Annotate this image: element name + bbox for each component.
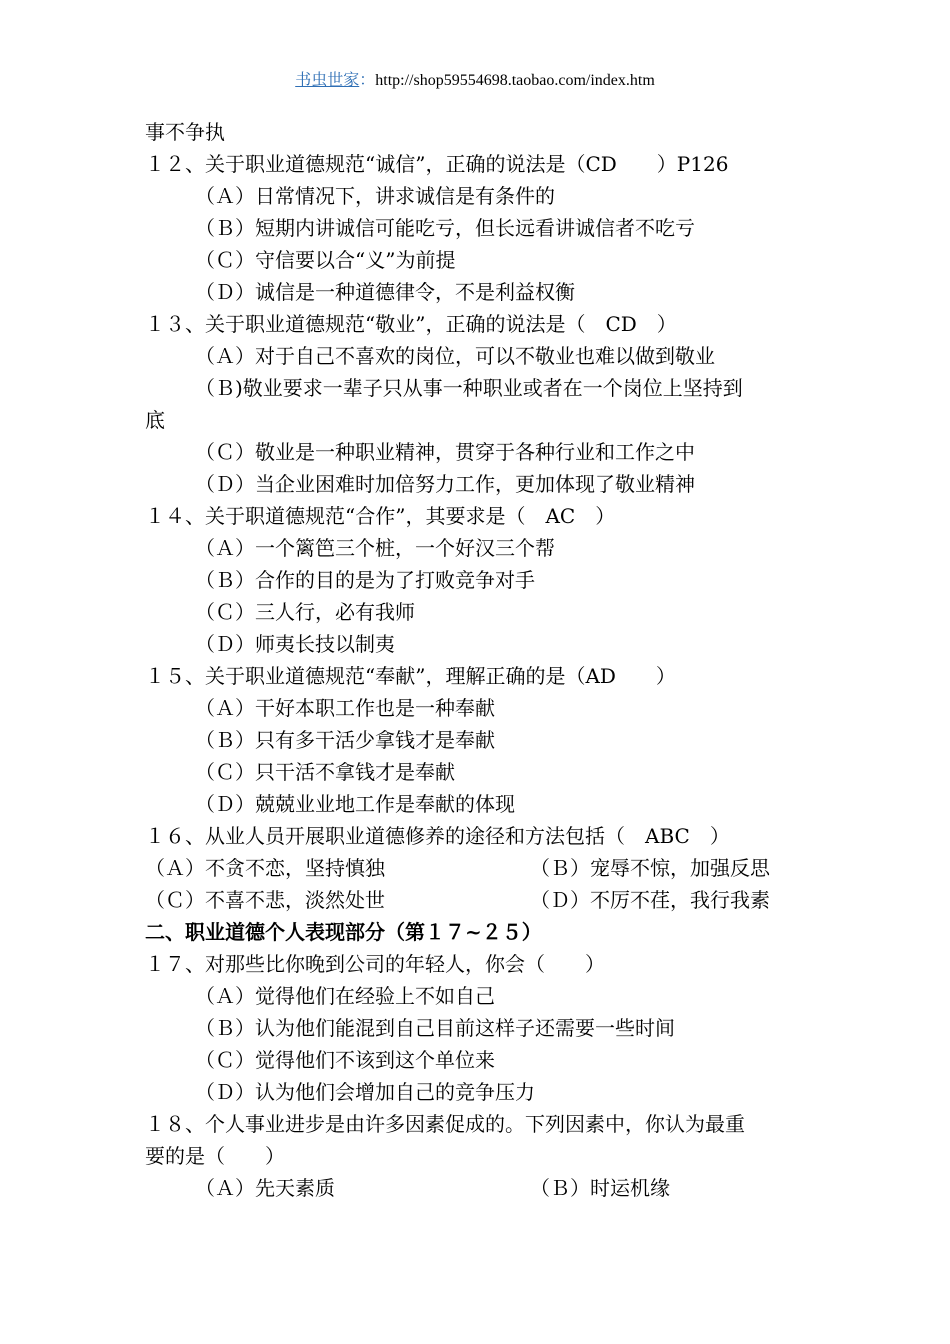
section-heading-2: 二、职业道德个人表现部分（第１７~２５） (145, 920, 542, 944)
option-16a: （Ａ）不贪不恋，坚持慎独 (145, 856, 385, 880)
option-14c: （Ｃ）三人行，必有我师 (195, 600, 415, 624)
option-13a: （Ａ）对于自己不喜欢的岗位，可以不敬业也难以做到敬业 (195, 344, 715, 368)
option-12c: （Ｃ）守信要以合“义”为前提 (195, 248, 456, 272)
option-15c: （Ｃ）只干活不拿钱才是奉献 (195, 760, 455, 784)
option-15a: （Ａ）干好本职工作也是一种奉献 (195, 696, 495, 720)
option-16d: （Ｄ）不厉不荏，我行我素 (530, 888, 770, 912)
text-line: 事不争执 (145, 120, 225, 144)
option-14d: （Ｄ）师夷长技以制夷 (195, 632, 395, 656)
option-15b: （Ｂ）只有多干活少拿钱才是奉献 (195, 728, 495, 752)
option-17b: （Ｂ）认为他们能混到自己目前这样子还需要一些时间 (195, 1016, 675, 1040)
question-15: １５、关于职业道德规范“奉献”，理解正确的是（AD ） (145, 664, 676, 688)
option-13b-continued: 底 (145, 408, 165, 432)
option-14b: （Ｂ）合作的目的是为了打败竞争对手 (195, 568, 535, 592)
option-15d: （Ｄ）兢兢业业地工作是奉献的体现 (195, 792, 515, 816)
option-14a: （Ａ）一个篱笆三个桩，一个好汉三个帮 (195, 536, 555, 560)
option-16c: （Ｃ）不喜不悲，淡然处世 (145, 888, 385, 912)
question-13: １３、关于职业道德规范“敬业”，正确的说法是（ CD ） (145, 312, 677, 336)
option-12a: （Ａ）日常情况下，讲求诚信是有条件的 (195, 184, 555, 208)
option-16b: （Ｂ）宠辱不惊，加强反思 (530, 856, 770, 880)
question-18-continued: 要的是（ ） (145, 1144, 285, 1168)
site-name-link[interactable]: 书虫世家 (295, 72, 360, 89)
question-18: １８、个人事业进步是由许多因素促成的。下列因素中，你认为最重 (145, 1112, 745, 1136)
header-separator: ： (359, 72, 376, 89)
question-17: １７、对那些比你晚到公司的年轻人，你会（ ） (145, 952, 605, 976)
option-17a: （Ａ）觉得他们在经验上不如自己 (195, 984, 495, 1008)
option-13d: （Ｄ）当企业困难时加倍努力工作，更加体现了敬业精神 (195, 472, 695, 496)
option-13b: （Ｂ)敬业要求一辈子只从事一种职业或者在一个岗位上坚持到 (195, 376, 743, 400)
header-url: http://shop59554698.taobao.com/index.htm (375, 72, 655, 89)
options-16-row2 (145, 884, 825, 916)
option-18a: （Ａ）先天素质 (195, 1176, 335, 1200)
option-12b: （Ｂ）短期内讲诚信可能吃亏，但长远看讲诚信者不吃亏 (195, 216, 695, 240)
document-body (145, 116, 825, 1204)
question-12: １２、关于职业道德规范“诚信”，正确的说法是（CD ）P126 (145, 152, 729, 176)
option-18b: （Ｂ）时运机缘 (530, 1176, 670, 1200)
option-17d: （Ｄ）认为他们会增加自己的竞争压力 (195, 1080, 535, 1104)
options-16-row1 (145, 852, 825, 884)
option-17c: （Ｃ）觉得他们不该到这个单位来 (195, 1048, 495, 1072)
page-header (0, 71, 950, 91)
question-16: １６、从业人员开展职业道德修养的途径和方法包括（ ABC ） (145, 824, 730, 848)
option-12d: （Ｄ）诚信是一种道德律令，不是利益权衡 (195, 280, 575, 304)
option-13c: （Ｃ）敬业是一种职业精神，贯穿于各种行业和工作之中 (195, 440, 695, 464)
options-18-row1 (145, 1172, 825, 1204)
question-14: １４、关于职道德规范“合作”，其要求是（ AC ） (145, 504, 616, 528)
